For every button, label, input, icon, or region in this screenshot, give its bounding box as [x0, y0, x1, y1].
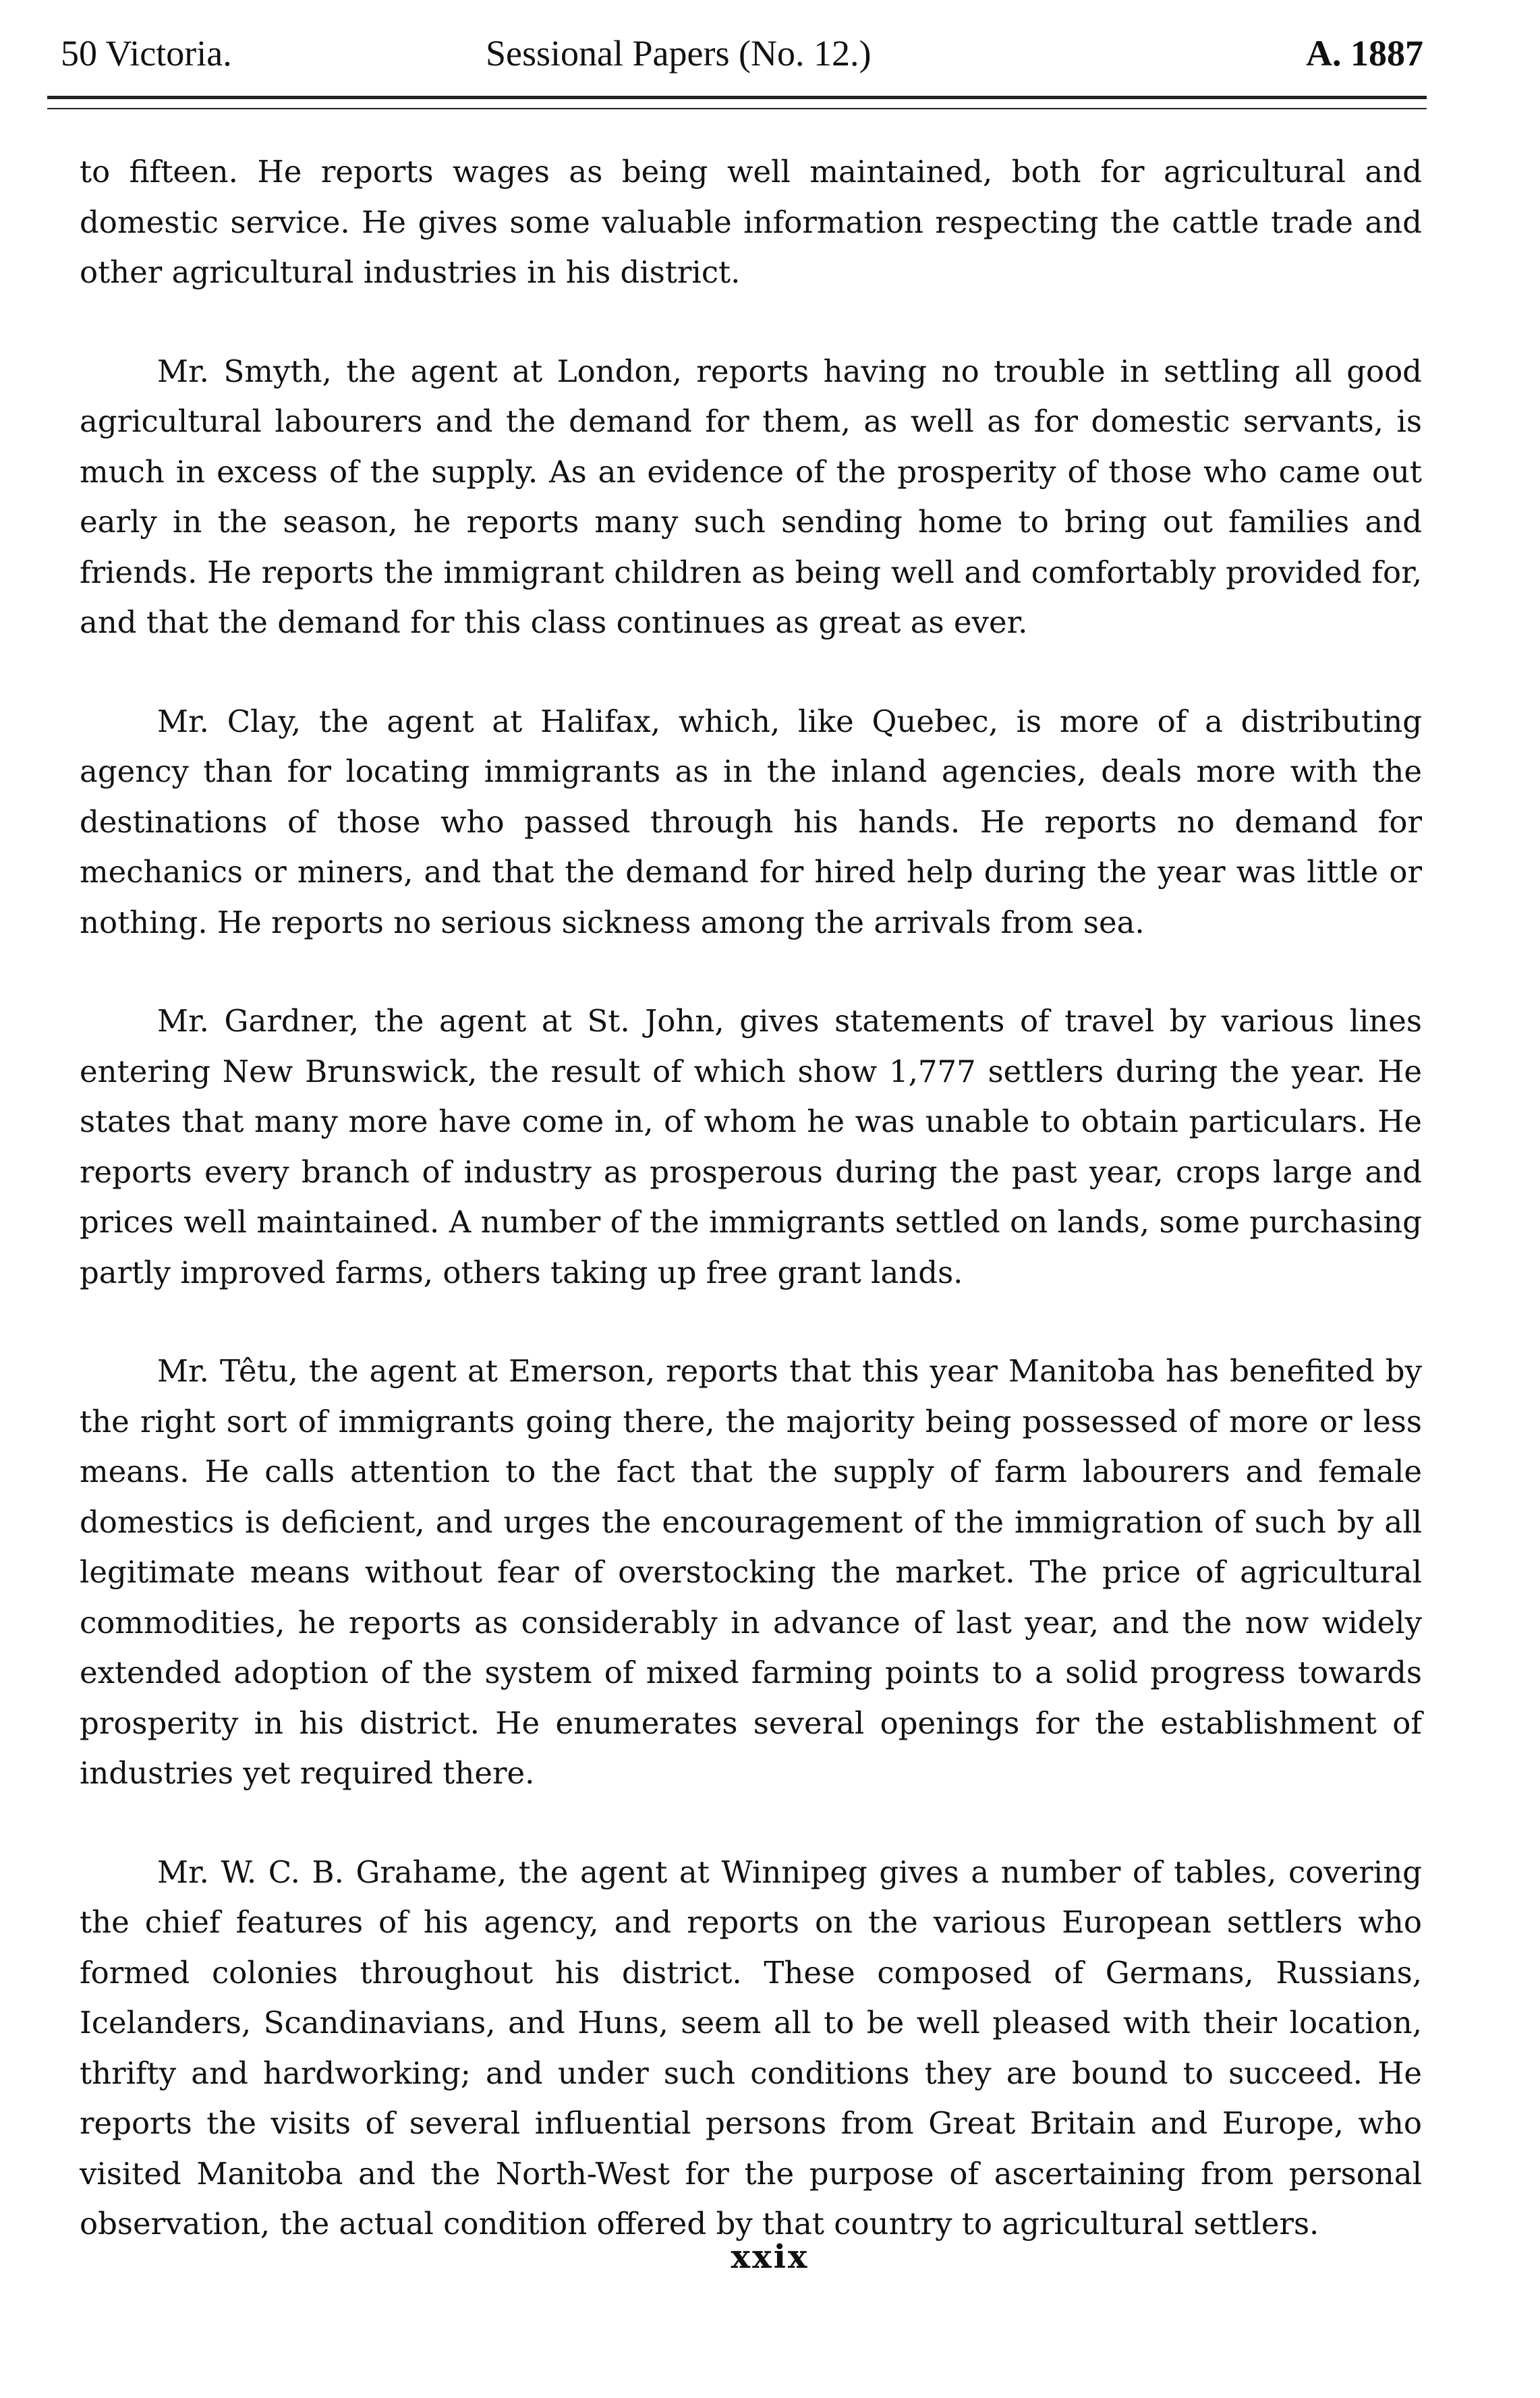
page-body	[80, 147, 1422, 2298]
paragraph-continuation: to fifteen. He reports wages as being well maintained, both for agricultural and domestic service. He gives some valuable information respecting the cattle trade and other agricultural industries in his district.	[80, 154, 1422, 290]
header-rule-thick	[47, 96, 1427, 99]
header-title: Sessional Papers (No. 12.)	[486, 33, 872, 74]
page-header	[61, 20, 1423, 88]
paragraph-smyth-london: Mr. Smyth, the agent at London, reports having no trouble in settling all good agricultural labourers and the demand for them, as well as for domestic servants, is much in excess of the supply. As an evidence of the prosperity of those who came out early in the season, he reports many such sending home to bring out families and friends. He reports the immigrant children as being well and comfortably provided for, and that the demand for this class continues as great as ever.	[80, 353, 1422, 640]
paragraph-grahame-winnipeg: Mr. W. C. B. Grahame, the agent at Winnipeg gives a number of tables, covering the chief features of his agency, and reports on the various European settlers who formed colonies throughout his district. These composed of Germans, Russians, Icelanders, Scandinavians, and Huns, seem all to be well pleased with their location, thrifty and hardworking; and under such conditions they are bound to succeed. He reports the visits of several influential persons from Great Britain and Europe, who visited Manitoba and the North-West for the purpose of ascertaining from personal observation, the actual condition offered by that country to agricultural settlers.	[80, 1854, 1422, 2242]
paragraph-clay-halifax: Mr. Clay, the agent at Halifax, which, like Quebec, is more of a distributing agency than for locating immigrants as in the inland agencies, deals more with the destinations of those who passed through his hands. He reports no demand for mechanics or miners, and that the demand for hired help during the year was little or nothing. He reports no serious sickness among the arrivals from sea.	[80, 703, 1422, 940]
header-session: 50 Victoria.	[61, 33, 232, 74]
paragraph-gardner-st-john: Mr. Gardner, the agent at St. John, gives statements of travel by various lines entering New Brunswick, the result of which show 1,777 settlers during the year. He states that many more have come in, of whom he was unable to obtain particulars. He reports every branch of industry as prosperous during the past year, crops large and prices well maintained. A number of the immigrants settled on lands, some purchasing partly improved farms, others taking up free grant lands.	[80, 1003, 1422, 1290]
header-year: A. 1887	[1306, 33, 1423, 74]
paragraph-tetu-emerson: Mr. Têtu, the agent at Emerson, reports that this year Manitoba has benefited by the right sort of immigrants going there, the majority being possessed of more or less means. He calls attention to the fact that the supply of farm labourers and female domestics is deficient, and urges the encouragement of the immigration of such by all legitimate means without fear of overstocking the market. The price of agricultural commodities, he reports as considerably in advance of last year, and the now widely extended adoption of the system of mixed farming points to a solid progress towards prosperity in his district. He enumerates several openings for the establishment of industries yet required there.	[80, 1353, 1422, 1791]
header-rule-thin	[47, 108, 1427, 109]
page-number: xxix	[731, 2238, 809, 2276]
